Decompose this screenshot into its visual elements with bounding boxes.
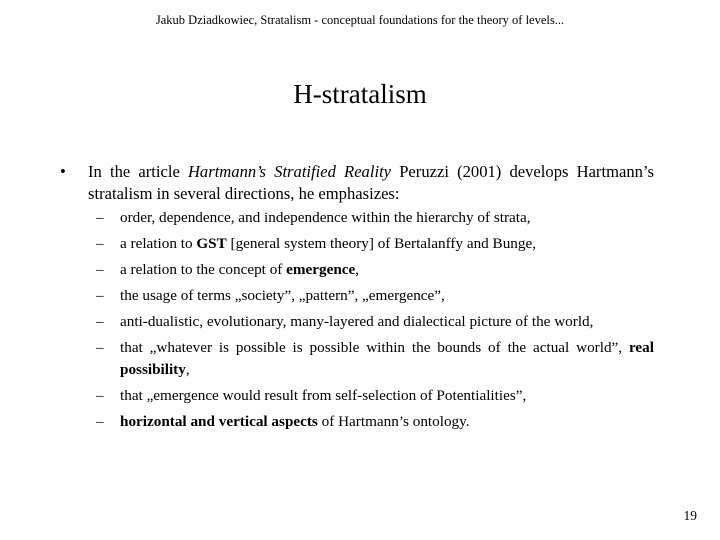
dash-marker: – [96, 313, 104, 330]
emphasis-list [96, 207, 654, 437]
bullet-text-start: In the article [88, 162, 188, 181]
list-item [96, 411, 654, 433]
list-item [96, 207, 654, 229]
list-item [96, 385, 654, 407]
list-item [96, 311, 654, 333]
list-item-emphasis: real possibility [120, 339, 654, 378]
list-item-text: that „whatever is possible is possible within the bounds of the actual world”, [120, 339, 629, 356]
list-item-text: a relation to the concept of [120, 261, 287, 278]
list-item-emphasis: emergence [286, 261, 356, 278]
list-item [96, 337, 654, 380]
list-item-text: the usage of terms „society”, „pattern”, „emergence”, [120, 287, 445, 304]
list-item [96, 285, 654, 307]
dash-marker: – [96, 386, 104, 404]
list-item-emphasis: GST [196, 235, 227, 252]
slide-title: H-stratalism [293, 79, 427, 109]
list-item-text: order, dependence, and independence within the hierarchy of strata, [120, 209, 531, 226]
dash-marker: – [96, 235, 104, 252]
page-number: 19 [683, 508, 697, 523]
list-item-text: , [355, 261, 360, 278]
bullet-text-end: Peruzzi (2001) develops Hartmann’s stratalism in several directions, he emphasizes: [88, 162, 655, 203]
list-item-text: anti-dualistic, evolutionary, many-layered and dialectical picture of the world, [120, 313, 594, 330]
list-item-text: a relation to [120, 235, 197, 252]
list-item-emphasis: horizontal and vertical aspects [120, 412, 318, 430]
dash-marker: – [96, 261, 104, 278]
list-item [96, 259, 654, 281]
slide-header: Jakub Dziadkowiec, Stratalism - conceptual foundations for the theory of levels... [155, 13, 565, 27]
dash-marker: – [96, 287, 104, 304]
list-item-text: that „emergence would result from self-selection of Potentialities”, [120, 386, 527, 404]
list-item-text: [general system theory] of Bertalanffy and Bunge, [226, 235, 537, 252]
list-item-text: , [185, 360, 190, 378]
article-title: Hartmann’s Stratified Reality [187, 162, 392, 181]
bullet-marker: • [60, 162, 66, 181]
list-item [96, 233, 654, 255]
dash-marker: – [96, 412, 104, 430]
dash-marker: – [96, 339, 104, 356]
main-bullet [60, 161, 655, 205]
dash-marker: – [96, 209, 104, 226]
list-item-text: of Hartmann’s ontology. [317, 412, 470, 430]
